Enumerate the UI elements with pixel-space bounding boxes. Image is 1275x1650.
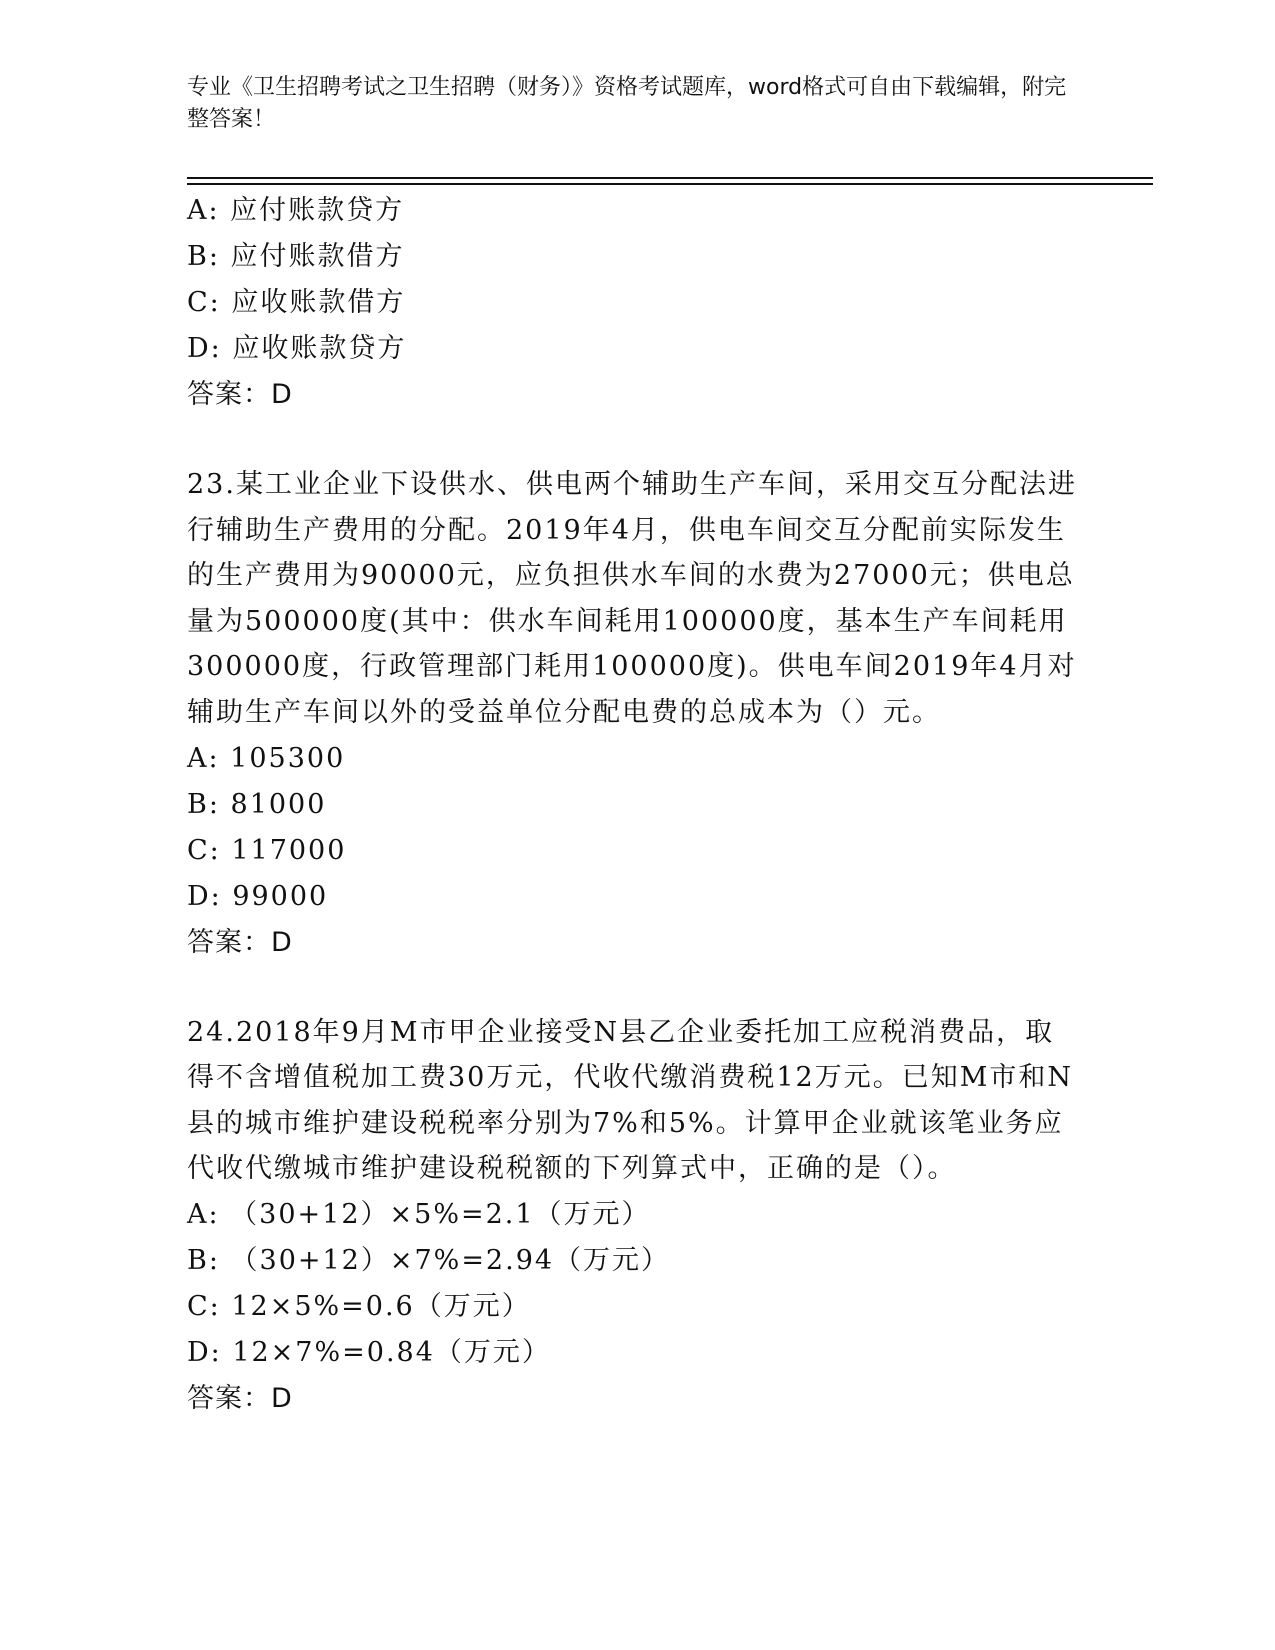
option-c: C: 12×5%=0.6（万元） xyxy=(187,1290,531,1322)
option-b: B: 81000 xyxy=(187,788,327,820)
option-b: B: （30+12）×7%=2.94（万元） xyxy=(187,1244,671,1276)
option-d: D: 99000 xyxy=(187,880,329,912)
question-content xyxy=(187,188,1087,1422)
option-c: C: 117000 xyxy=(187,834,347,866)
question-24 xyxy=(187,1010,1087,1422)
option-a: A: （30+12）×5%=2.1（万元） xyxy=(187,1198,651,1230)
question-22 xyxy=(187,188,1087,418)
question-stem: 23.某工业企业下设供水、供电两个辅助生产车间，采用交互分配法进行辅助生产费用的分配。2019年4月，供电车间交互分配前实际发生的生产费用为90000元，应负担供水车间的水费为27000元；供电总量为500000度(其中：供水车间耗用100000度，基本生产车间耗用300000度，行政管理部门耗用100000度)。供电车间2019年4月对辅助生产车间以外的受益单位分配电费的总成本为（）元。 xyxy=(187,469,1077,728)
answer: 答案：D xyxy=(187,926,293,958)
answer: 答案：D xyxy=(187,1382,293,1414)
question-23 xyxy=(187,462,1087,966)
option-d: D: 应收账款贷方 xyxy=(187,333,407,364)
question-stem: 24.2018年9月M市甲企业接受N县乙企业委托加工应税消费品，取得不含增值税加工费30万元，代收代缴消费税12万元。已知M市和N县的城市维护建设税税率分别为7%和5%。计算甲企业就该笔业务应代收代缴城市维护建设税税额的下列算式中，正确的是（）。 xyxy=(187,1016,1073,1185)
option-b: B: 应付账款借方 xyxy=(187,241,405,272)
header-rule-top xyxy=(187,177,1153,179)
document-header: 专业《卫生招聘考试之卫生招聘（财务）》资格考试题库，word格式可自由下载编辑，附完整答案！ xyxy=(187,75,1067,132)
option-c: C: 应收账款借方 xyxy=(187,287,406,318)
answer: 答案：D xyxy=(187,379,293,410)
option-d: D: 12×7%=0.84（万元） xyxy=(187,1336,551,1368)
header-rule-bottom xyxy=(187,183,1153,185)
option-a: A: 105300 xyxy=(187,742,346,774)
option-a: A: 应付账款贷方 xyxy=(187,195,405,226)
